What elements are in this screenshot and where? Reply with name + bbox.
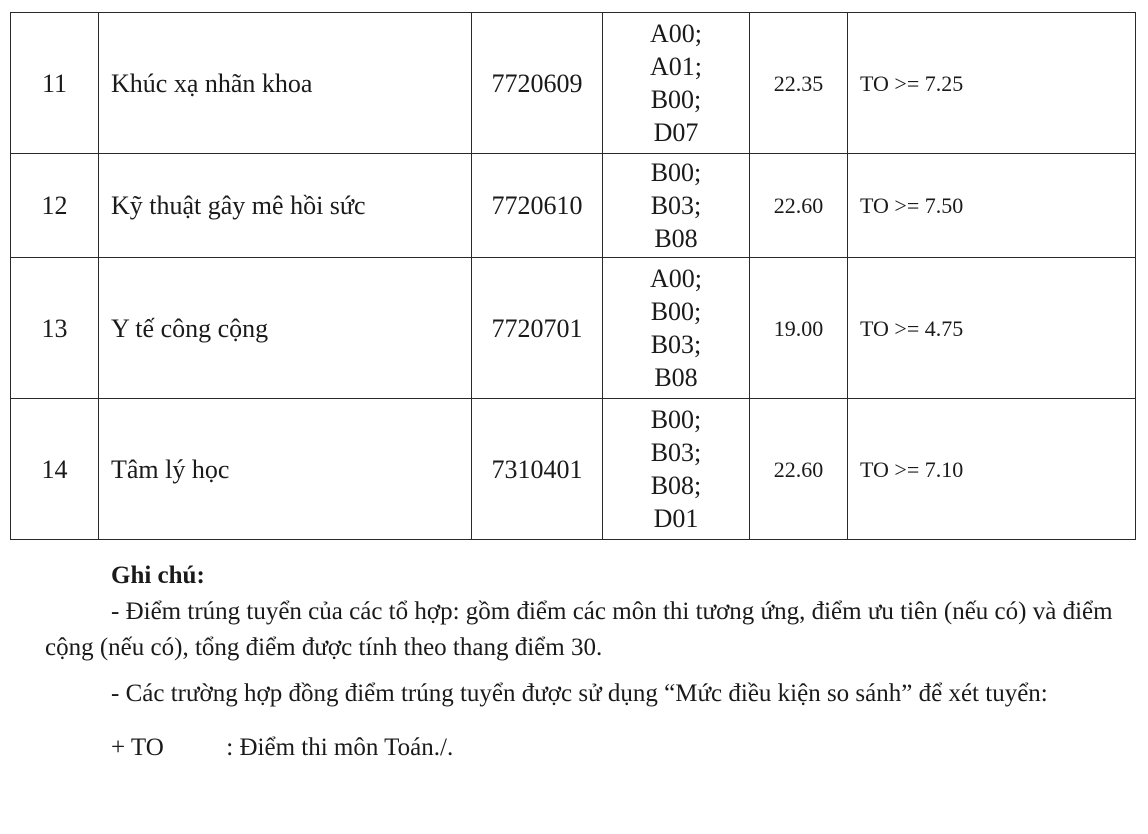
major-name: Khúc xạ nhãn khoa	[99, 13, 472, 154]
combination: B03;	[650, 330, 702, 359]
combination: A00;	[650, 264, 702, 293]
admission-scores-table	[10, 12, 1136, 540]
table-row	[11, 258, 1136, 399]
combination: B00;	[650, 158, 702, 187]
combination: B03;	[650, 438, 702, 467]
row-number: 11	[11, 13, 99, 154]
combination: B00;	[650, 297, 702, 326]
row-number: 13	[11, 258, 99, 399]
major-name: Kỹ thuật gây mê hồi sức	[99, 154, 472, 258]
table-row	[11, 13, 1136, 154]
cutoff-score: 19.00	[750, 258, 848, 399]
combination: B00;	[650, 85, 702, 114]
combination: A01;	[650, 52, 702, 81]
tie-break-condition: TO >= 7.10	[848, 399, 1136, 540]
cutoff-score: 22.60	[750, 154, 848, 258]
row-number: 12	[11, 154, 99, 258]
subject-combinations	[603, 154, 750, 258]
notes-section	[45, 558, 1125, 766]
major-code: 7720701	[472, 258, 603, 399]
major-code: 7720610	[472, 154, 603, 258]
major-code: 7310401	[472, 399, 603, 540]
subject-combinations	[603, 13, 750, 154]
combination: D07	[653, 118, 699, 147]
abbreviation: + TO	[111, 734, 164, 761]
combination: B08	[654, 224, 698, 253]
cutoff-score: 22.35	[750, 13, 848, 154]
note-paragraph: - Các trường hợp đồng điểm trúng tuyển được sử dụng “Mức điều kiện so sánh” để xét tuyển:	[111, 680, 1048, 707]
tie-break-condition: TO >= 7.25	[848, 13, 1136, 154]
row-number: 14	[11, 399, 99, 540]
major-name: Y tế công cộng	[99, 258, 472, 399]
cutoff-score: 22.60	[750, 399, 848, 540]
notes-title: Ghi chú:	[111, 562, 205, 589]
combination: B00;	[650, 405, 702, 434]
combination: A00;	[650, 19, 702, 48]
tie-break-condition: TO >= 7.50	[848, 154, 1136, 258]
abbreviation-meaning: : Điểm thi môn Toán./.	[226, 734, 454, 761]
table-row	[11, 154, 1136, 258]
combination: D01	[653, 504, 699, 533]
combination: B08	[654, 363, 698, 392]
combination: B03;	[650, 191, 702, 220]
tie-break-condition: TO >= 4.75	[848, 258, 1136, 399]
subject-combinations	[603, 399, 750, 540]
table-row	[11, 399, 1136, 540]
combination: B08;	[650, 471, 702, 500]
note-paragraph: - Điểm trúng tuyển của các tổ hợp: gồm điểm các môn thi tương ứng, điểm ưu tiên (nếu có) và điểm cộng (nếu có), tổng điểm được tính theo thang điểm 30.	[45, 598, 1113, 661]
major-code: 7720609	[472, 13, 603, 154]
major-name: Tâm lý học	[99, 399, 472, 540]
subject-combinations	[603, 258, 750, 399]
abbreviation-line	[111, 730, 1125, 766]
